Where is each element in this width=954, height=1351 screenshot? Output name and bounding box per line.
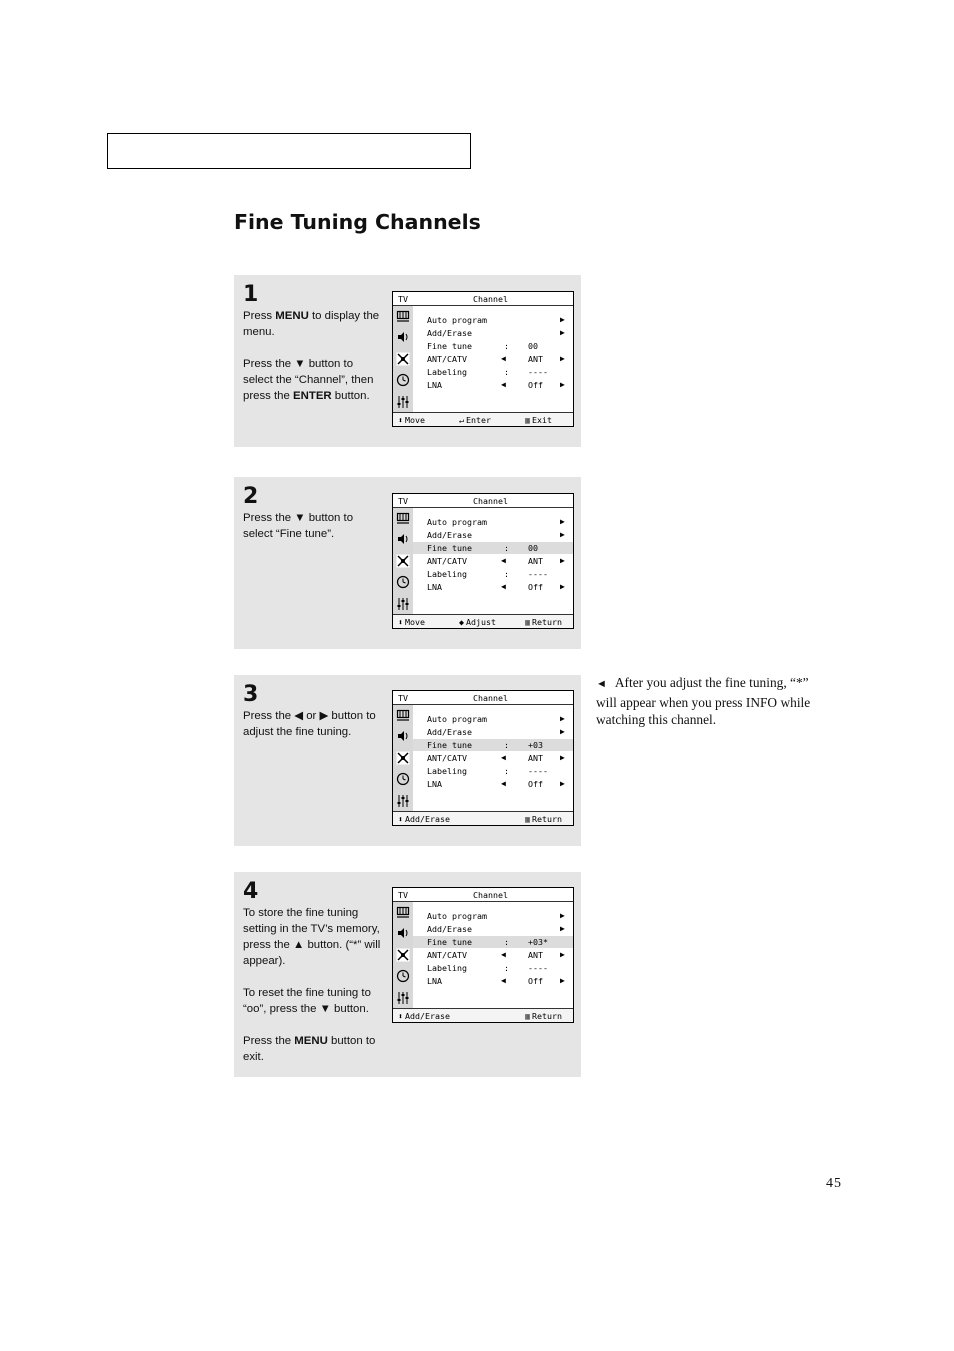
osd-menu-title: Channel xyxy=(473,890,508,900)
footer-hint xyxy=(525,814,562,824)
osd-menu-item xyxy=(413,314,573,326)
footer-hint-text: Enter xyxy=(466,415,491,425)
left-arrow-icon: ◀ xyxy=(501,950,506,959)
menu-item-value: Off xyxy=(528,779,543,789)
step-number: 3 xyxy=(243,682,259,707)
osd-source-tag: TV xyxy=(398,890,408,900)
osd-menu-item xyxy=(413,726,573,738)
picture-menu-icon xyxy=(396,511,410,525)
osd-menu-item xyxy=(413,327,573,339)
page-number: 45 xyxy=(826,1176,842,1191)
left-arrow-icon: ◀ xyxy=(501,380,506,389)
channel-menu-icon xyxy=(396,554,410,568)
menu-item-colon: : xyxy=(504,367,509,377)
instruction-paragraph xyxy=(243,905,385,969)
sound-menu-icon xyxy=(396,330,410,344)
instruction-text: To reset the fine tuning to “oo”, press the ▼ button. xyxy=(243,987,371,1015)
right-arrow-icon: ▶ xyxy=(560,753,565,762)
menu-item-label: Labeling xyxy=(427,569,467,579)
sound-menu-icon xyxy=(396,532,410,546)
step-2 xyxy=(234,477,581,649)
osd-menu-item xyxy=(413,962,573,974)
menu-item-colon: : xyxy=(504,569,509,579)
osd-menu-item xyxy=(413,752,573,764)
step-number: 4 xyxy=(243,879,259,904)
osd-menu-item xyxy=(413,568,573,580)
step-number: 2 xyxy=(243,484,259,509)
footer-hint-icon: ⬍ xyxy=(398,415,403,425)
footer-hint-icon: ▥ xyxy=(525,814,530,824)
menu-item-label: Labeling xyxy=(427,367,467,377)
right-arrow-icon: ▶ xyxy=(560,315,565,324)
menu-item-value: ANT xyxy=(528,556,543,566)
right-arrow-icon: ▶ xyxy=(560,976,565,985)
setup-menu-icon xyxy=(396,395,410,409)
right-arrow-icon: ▶ xyxy=(560,582,565,591)
menu-item-colon: : xyxy=(504,937,509,947)
left-arrow-icon: ◀ xyxy=(501,354,506,363)
osd-screen xyxy=(392,291,574,427)
menu-item-label: Add/Erase xyxy=(427,328,472,338)
menu-item-label: ANT/CATV xyxy=(427,950,467,960)
button-name: ENTER xyxy=(293,390,332,402)
footer-hint-icon: ⬍ xyxy=(398,617,403,627)
setup-menu-icon xyxy=(396,794,410,808)
channel-menu-icon xyxy=(396,751,410,765)
menu-item-value: ANT xyxy=(528,950,543,960)
osd-menu-item xyxy=(413,936,573,948)
right-arrow-icon: ▶ xyxy=(560,911,565,920)
left-arrow-icon: ◀ xyxy=(501,753,506,762)
right-arrow-icon: ▶ xyxy=(560,380,565,389)
osd-screen xyxy=(392,690,574,826)
footer-hint xyxy=(398,415,425,425)
step-number: 1 xyxy=(243,282,259,307)
instruction-paragraph xyxy=(243,708,385,740)
right-arrow-icon: ▶ xyxy=(560,328,565,337)
footer-hint-text: Return xyxy=(532,1011,562,1021)
osd-menu-item xyxy=(413,353,573,365)
footer-hint xyxy=(398,1011,450,1021)
instruction-text: Press the ▼ button to select “Fine tune”. xyxy=(243,512,354,540)
right-arrow-icon: ▶ xyxy=(560,714,565,723)
osd-source-tag: TV xyxy=(398,496,408,506)
menu-item-value: +03 xyxy=(528,740,543,750)
channel-menu-icon xyxy=(396,352,410,366)
menu-item-value: ---- xyxy=(528,569,548,579)
instruction-text: Press the ◀ or ▶ button to adjust the fine tuning. xyxy=(243,710,376,738)
footer-hint-text: Adjust xyxy=(466,617,496,627)
sound-menu-icon xyxy=(396,926,410,940)
footer-hint-icon: ▥ xyxy=(525,1011,530,1021)
footer-hint-text: Move xyxy=(405,617,425,627)
menu-item-label: LNA xyxy=(427,779,442,789)
right-arrow-icon: ▶ xyxy=(560,924,565,933)
right-arrow-icon: ▶ xyxy=(560,517,565,526)
osd-footer xyxy=(393,412,573,426)
footer-hint-text: Move xyxy=(405,415,425,425)
menu-item-value: ---- xyxy=(528,367,548,377)
right-arrow-icon: ▶ xyxy=(560,779,565,788)
instruction-text: button to exit. xyxy=(243,1035,376,1063)
step-4 xyxy=(234,872,581,1077)
setup-menu-icon xyxy=(396,991,410,1005)
menu-item-label: Add/Erase xyxy=(427,924,472,934)
osd-footer xyxy=(393,1008,573,1022)
footer-hint-icon: ⬍ xyxy=(398,1011,403,1021)
osd-menu-item xyxy=(413,340,573,352)
step-1 xyxy=(234,275,581,447)
osd-menu-item xyxy=(413,765,573,777)
menu-item-value: Off xyxy=(528,380,543,390)
menu-item-label: Fine tune xyxy=(427,740,472,750)
step-instructions xyxy=(243,308,385,404)
osd-screen xyxy=(392,493,574,629)
left-arrow-icon: ◀ xyxy=(501,582,506,591)
menu-item-colon: : xyxy=(504,543,509,553)
footer-hint-icon: ▥ xyxy=(525,415,530,425)
step-instructions xyxy=(243,708,385,740)
footer-hint xyxy=(525,1011,562,1021)
osd-icon-bar xyxy=(393,306,413,414)
menu-item-label: Fine tune xyxy=(427,341,472,351)
right-arrow-icon: ▶ xyxy=(560,556,565,565)
menu-item-value: Off xyxy=(528,582,543,592)
menu-item-colon: : xyxy=(504,740,509,750)
osd-footer xyxy=(393,811,573,825)
menu-item-value: ANT xyxy=(528,753,543,763)
menu-item-label: LNA xyxy=(427,380,442,390)
menu-item-label: Add/Erase xyxy=(427,530,472,540)
osd-menu-item xyxy=(413,555,573,567)
osd-menu-item xyxy=(413,379,573,391)
step-instructions xyxy=(243,905,385,1065)
osd-footer xyxy=(393,614,573,628)
clock-menu-icon xyxy=(396,969,410,983)
osd-icon-bar xyxy=(393,705,413,813)
picture-menu-icon xyxy=(396,708,410,722)
instruction-paragraph xyxy=(243,510,385,542)
menu-item-label: Auto program xyxy=(427,517,487,527)
menu-item-value: Off xyxy=(528,976,543,986)
left-arrow-icon: ◀ xyxy=(501,779,506,788)
footer-hint-text: Exit xyxy=(532,415,552,425)
menu-item-label: Fine tune xyxy=(427,937,472,947)
footer-hint-icon: ↵ xyxy=(459,415,464,425)
step-instructions xyxy=(243,510,385,542)
menu-item-label: ANT/CATV xyxy=(427,753,467,763)
instruction-text: to display the menu. xyxy=(243,310,380,338)
button-name: MENU xyxy=(275,310,309,322)
menu-item-label: ANT/CATV xyxy=(427,556,467,566)
menu-item-label: Labeling xyxy=(427,963,467,973)
osd-menu-item xyxy=(413,516,573,528)
right-arrow-icon: ▶ xyxy=(560,950,565,959)
osd-menu-item xyxy=(413,739,573,751)
footer-hint-text: Return xyxy=(532,814,562,824)
clock-menu-icon xyxy=(396,373,410,387)
instruction-paragraph xyxy=(243,308,385,340)
osd-menu-list xyxy=(413,306,573,414)
button-name: MENU xyxy=(294,1035,328,1047)
channel-menu-icon xyxy=(396,948,410,962)
footer-hint-icon: ▥ xyxy=(525,617,530,627)
clock-menu-icon xyxy=(396,772,410,786)
osd-menu-title: Channel xyxy=(473,496,508,506)
osd-menu-item xyxy=(413,910,573,922)
osd-menu-list xyxy=(413,508,573,616)
footer-hint xyxy=(525,415,552,425)
osd-menu-title: Channel xyxy=(473,294,508,304)
instruction-text: Press xyxy=(243,310,276,322)
menu-item-label: ANT/CATV xyxy=(427,354,467,364)
osd-menu-item xyxy=(413,713,573,725)
osd-header xyxy=(393,494,573,508)
osd-menu-item xyxy=(413,529,573,541)
footer-hint-icon: ◆ xyxy=(459,617,464,627)
footer-hint-icon: ⬍ xyxy=(398,814,403,824)
instruction-paragraph xyxy=(243,985,385,1017)
instruction-text: Press the ▼ button to select the “Channel”, then press the xyxy=(243,358,374,402)
menu-item-colon: : xyxy=(504,963,509,973)
osd-header xyxy=(393,691,573,705)
osd-menu-item xyxy=(413,975,573,987)
menu-item-value: ---- xyxy=(528,766,548,776)
menu-item-label: Auto program xyxy=(427,315,487,325)
osd-source-tag: TV xyxy=(398,693,408,703)
footer-hint xyxy=(459,617,496,627)
instruction-text: Press the xyxy=(243,1035,295,1047)
sound-menu-icon xyxy=(396,729,410,743)
footer-hint-text: Return xyxy=(532,617,562,627)
setup-menu-icon xyxy=(396,597,410,611)
instruction-paragraph xyxy=(243,1033,385,1065)
osd-icon-bar xyxy=(393,508,413,616)
footer-hint xyxy=(459,415,491,425)
instruction-paragraph xyxy=(243,356,385,404)
right-arrow-icon: ▶ xyxy=(560,530,565,539)
osd-menu-item xyxy=(413,366,573,378)
osd-header xyxy=(393,292,573,306)
menu-item-value: 00 xyxy=(528,341,538,351)
menu-item-label: Add/Erase xyxy=(427,727,472,737)
footer-hint-text: Add/Erase xyxy=(405,1011,450,1021)
page-title: Fine Tuning Channels xyxy=(234,210,481,234)
osd-menu-item xyxy=(413,923,573,935)
menu-item-value: +03* xyxy=(528,937,548,947)
note-arrow-icon: ◄ xyxy=(596,678,607,690)
menu-item-value: ---- xyxy=(528,963,548,973)
osd-menu-list xyxy=(413,705,573,813)
osd-icon-bar xyxy=(393,902,413,1010)
footer-hint xyxy=(398,617,425,627)
osd-menu-item xyxy=(413,949,573,961)
osd-menu-item xyxy=(413,778,573,790)
osd-menu-title: Channel xyxy=(473,693,508,703)
osd-menu-item xyxy=(413,581,573,593)
instruction-text: button. xyxy=(331,390,370,402)
osd-screen xyxy=(392,887,574,1023)
picture-menu-icon xyxy=(396,309,410,323)
menu-item-label: Auto program xyxy=(427,714,487,724)
note-text: After you adjust the fine tuning, “*” will appear when you press INFO while watching this channel. xyxy=(596,675,811,727)
right-arrow-icon: ▶ xyxy=(560,727,565,736)
left-arrow-icon: ◀ xyxy=(501,556,506,565)
osd-header xyxy=(393,888,573,902)
menu-item-colon: : xyxy=(504,341,509,351)
osd-menu-item xyxy=(413,542,573,554)
footer-hint xyxy=(525,617,562,627)
osd-source-tag: TV xyxy=(398,294,408,304)
osd-menu-list xyxy=(413,902,573,1010)
menu-item-value: ANT xyxy=(528,354,543,364)
instruction-text: To store the fine tuning setting in the TV’s memory, press the ▲ button. (“*” will appear). xyxy=(243,907,381,967)
footer-hint-text: Add/Erase xyxy=(405,814,450,824)
right-arrow-icon: ▶ xyxy=(560,354,565,363)
menu-item-label: Auto program xyxy=(427,911,487,921)
picture-menu-icon xyxy=(396,905,410,919)
side-note xyxy=(596,674,828,729)
menu-item-label: Fine tune xyxy=(427,543,472,553)
step-3 xyxy=(234,675,581,846)
header-box xyxy=(107,133,471,169)
menu-item-label: LNA xyxy=(427,976,442,986)
menu-item-label: LNA xyxy=(427,582,442,592)
left-arrow-icon: ◀ xyxy=(501,976,506,985)
menu-item-label: Labeling xyxy=(427,766,467,776)
footer-hint xyxy=(398,814,450,824)
menu-item-colon: : xyxy=(504,766,509,776)
menu-item-value: 00 xyxy=(528,543,538,553)
clock-menu-icon xyxy=(396,575,410,589)
